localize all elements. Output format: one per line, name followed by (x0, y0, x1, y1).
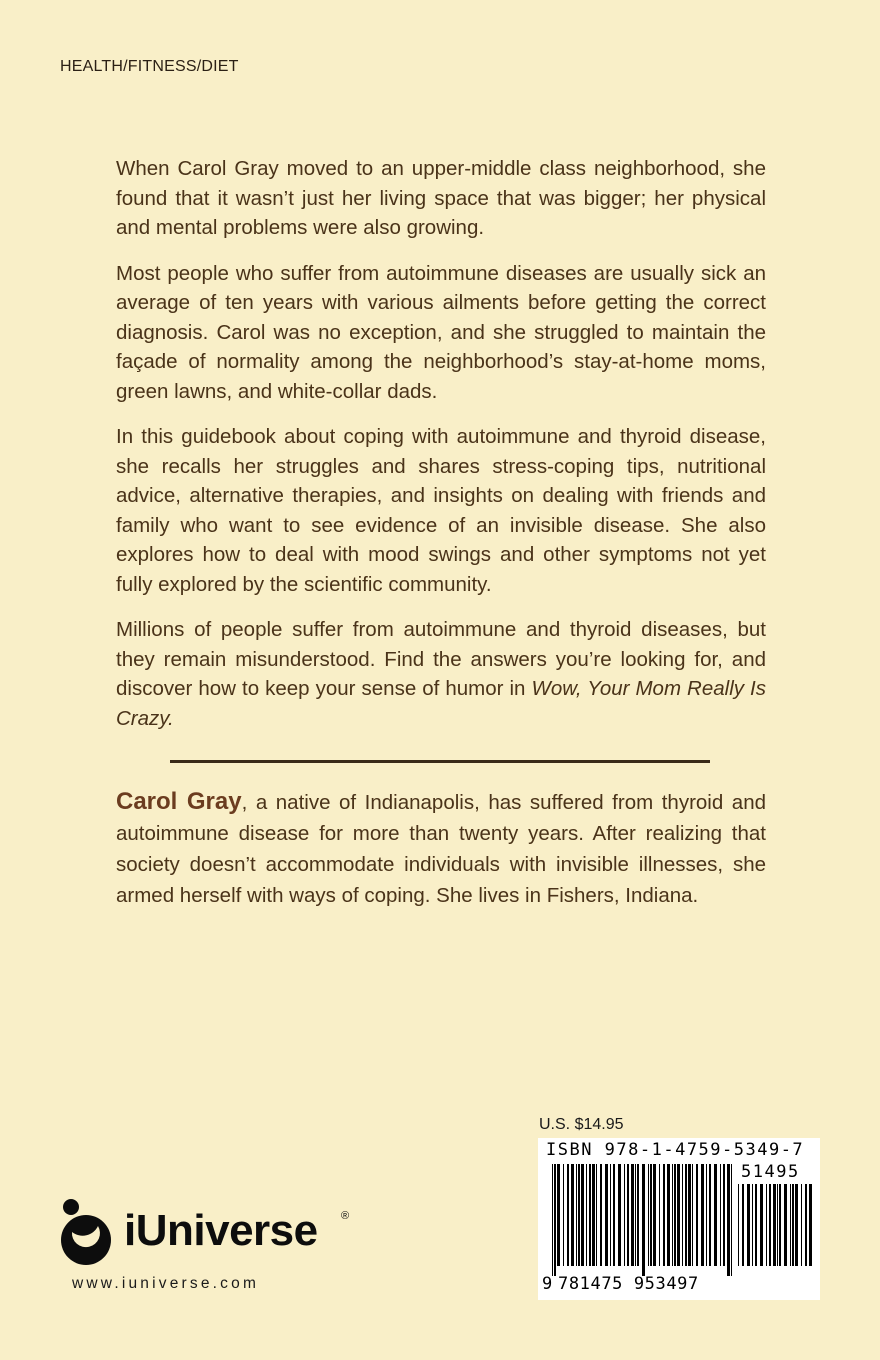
ean-first-digit: 9 (542, 1274, 553, 1294)
registered-mark: ® (341, 1210, 350, 1222)
barcode-bar (663, 1164, 665, 1266)
blurb-paragraph-2: Most people who suffer from autoimmune diseases are usually sick an average of ten years with various ailments before getting the correct diagnosis. Carol was no exception, and she struggled to maintain the façade of normality among the neighborhood’s stay-at-home moms, green lawns, and white-collar dads. (116, 261, 766, 403)
barcode-bar (677, 1164, 680, 1266)
book-title-italic: Wow, Your Mom Really Is Crazy. (116, 677, 766, 730)
addon-digits: 51495 (741, 1162, 800, 1182)
barcode-bar (581, 1164, 584, 1266)
blurb-paragraph-3: In this guidebook about coping with autoimmune and thyroid disease, she recalls her struggles and shares stress-coping tips, nutritional advice, alternative therapies, and insights on dealing with friends and family who want to see evidence of an invisible disease. She also explores how to deal with mood swings and other symptoms not yet fully explored by the scientific community. (116, 425, 766, 596)
barcode-bar (723, 1164, 725, 1266)
barcode-bar (563, 1164, 564, 1266)
ean-barcode-bars (552, 1164, 732, 1276)
barcode-bar (760, 1184, 763, 1266)
barcode-bar (747, 1184, 750, 1266)
barcode-bar (805, 1184, 807, 1266)
barcode-bar (795, 1184, 798, 1266)
barcode-bar (727, 1164, 730, 1276)
isbn-barcode (538, 1138, 820, 1300)
barcode-bar (685, 1164, 687, 1266)
barcode-bar (784, 1184, 787, 1266)
barcode-bar (696, 1164, 698, 1266)
barcode-bar (755, 1184, 757, 1266)
publisher-name: iUniverse (124, 1206, 318, 1255)
blurb-paragraph-4-text: Millions of people suffer from autoimmune and thyroid diseases, but they remain misunderstood. Find the answers you’re looking for, and discover how to keep your sense of humor in (116, 618, 766, 700)
barcode-bar (801, 1184, 802, 1266)
barcode-bar (779, 1184, 781, 1266)
barcode-bar (809, 1184, 812, 1266)
barcode-bar (773, 1184, 776, 1266)
blurb-paragraph-1: When Carol Gray moved to an upper-middle class neighborhood, she found that it wasn’t just her living space that was bigger; her physical and mental problems were also growing. (116, 157, 766, 239)
addon-barcode-bars (738, 1184, 814, 1276)
barcode-bar (706, 1164, 707, 1266)
price-label: U.S. $14.95 (539, 1116, 624, 1133)
book-blurb (116, 154, 766, 749)
author-name: Carol Gray (116, 788, 242, 815)
barcode-bar (592, 1164, 595, 1266)
barcode-bar (766, 1184, 767, 1266)
barcode-bar (792, 1184, 794, 1266)
barcode-bar (790, 1184, 791, 1266)
barcode-bar (648, 1164, 649, 1266)
barcode-bar (571, 1164, 574, 1266)
isbn-text: ISBN 978-1-4759-5349-7 (546, 1140, 805, 1160)
barcode-bar (578, 1164, 580, 1266)
barcode-bar (610, 1164, 611, 1266)
barcode-bar (586, 1164, 587, 1266)
barcode-bar (667, 1164, 670, 1266)
barcode-bar (714, 1164, 717, 1266)
barcode-bar (605, 1164, 608, 1266)
barcode-bar (637, 1164, 639, 1266)
author-bio (116, 786, 766, 911)
barcode-bar (674, 1164, 676, 1266)
barcode-bar (752, 1184, 753, 1266)
barcode-bar (769, 1184, 771, 1266)
author-bio-text: , a native of Indianapolis, has suffered from thyroid and autoimmune disease for more than twenty years. After realizing that society doesn’t accommodate individuals with invisible illnesses, she armed herself with ways of coping. She lives in Fishers, Indiana. (116, 791, 766, 907)
barcode-bar (709, 1164, 711, 1266)
barcode-bar (589, 1164, 591, 1266)
barcode-bar (567, 1164, 569, 1266)
barcode-bar (720, 1164, 721, 1266)
barcode-bar (627, 1164, 629, 1266)
barcode-bar (557, 1164, 560, 1266)
publisher-website: www.iuniverse.com (72, 1275, 260, 1292)
section-divider (170, 760, 710, 763)
barcode-bar (742, 1184, 744, 1266)
ean-digits: 781475 953497 (558, 1274, 699, 1294)
barcode-bar (777, 1184, 778, 1266)
publisher-logo (60, 1196, 360, 1276)
barcode-bar (682, 1164, 683, 1266)
barcode-bar (624, 1164, 625, 1266)
barcode-bar (688, 1164, 691, 1266)
barcode-bar (554, 1164, 556, 1276)
barcode-bar (650, 1164, 652, 1266)
blurb-paragraph-4 (116, 615, 766, 733)
barcode-bar (618, 1164, 621, 1266)
barcode-bar (552, 1164, 553, 1276)
barcode-bar (600, 1164, 602, 1266)
barcode-bar (731, 1164, 732, 1276)
barcode-bar (653, 1164, 656, 1266)
barcode-bar (738, 1184, 739, 1266)
barcode-bar (659, 1164, 660, 1266)
barcode-bar (701, 1164, 704, 1266)
barcode-bar (635, 1164, 636, 1266)
genre-label: HEALTH/FITNESS/DIET (60, 58, 239, 75)
iuniverse-logo-icon (60, 1196, 116, 1268)
barcode-bar (692, 1164, 693, 1266)
barcode-bar (631, 1164, 634, 1266)
barcode-bar (576, 1164, 577, 1266)
barcode-bar (672, 1164, 673, 1266)
barcode-bar (596, 1164, 597, 1266)
barcode-bar (613, 1164, 615, 1266)
barcode-bar (642, 1164, 645, 1276)
